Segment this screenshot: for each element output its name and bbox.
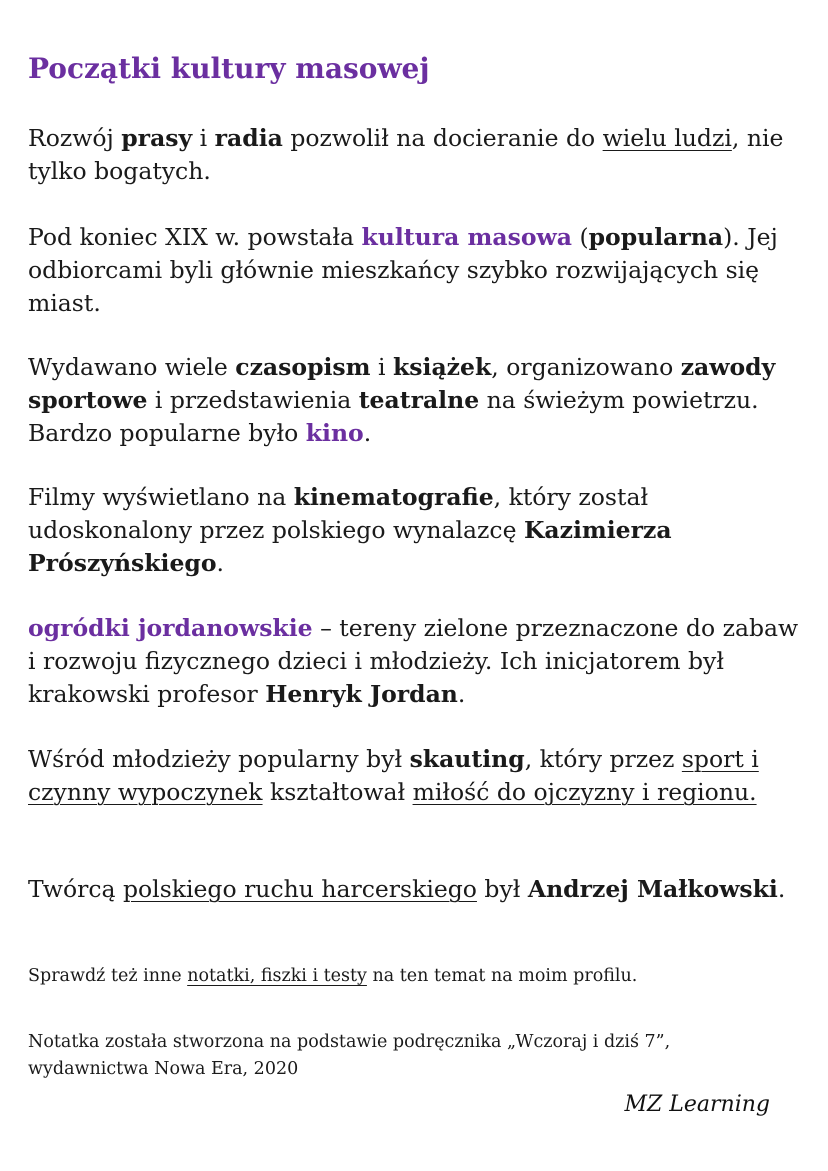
- text: – tereny zielone przeznaczone do zabaw i rozwoju fizycznego dzieci i młodzieży. Ich inicjatorem był krakowski profesor: [28, 614, 799, 708]
- text: .: [216, 549, 225, 577]
- text: i: [370, 353, 393, 381]
- paragraph-publications: [28, 351, 808, 450]
- paragraph-mass-culture: [28, 221, 808, 320]
- text: pozwolił na docieranie do: [282, 124, 603, 152]
- term-teatralne: teatralne: [358, 386, 480, 414]
- text: Sprawdź też inne: [28, 966, 188, 986]
- text: Filmy wyświetlano na: [28, 483, 294, 511]
- term-henryk-jordan: Henryk Jordan: [265, 680, 458, 708]
- paragraph-scouting: [28, 743, 808, 809]
- paragraph-cinematograph: [28, 481, 808, 580]
- text: był: [476, 875, 528, 903]
- signature-logo: MZ Learning: [624, 1092, 770, 1117]
- text: Wśród młodzieży popularny był: [28, 745, 410, 773]
- underlined-phrase: polskiego ruchu harcerskiego: [122, 875, 477, 903]
- text: Rozwój: [28, 124, 122, 152]
- term-czasopism: czasopism: [235, 353, 371, 381]
- term-kinematograf: kinematografie: [293, 483, 494, 511]
- text: i: [192, 124, 215, 152]
- term-zawody-sportowe: zawody sportowe: [28, 353, 776, 414]
- page-title: Początki kultury masowej: [28, 52, 430, 85]
- term-ksiazek: książek: [393, 353, 492, 381]
- term-popularna: popularna: [588, 223, 724, 251]
- paragraph-press-radio: [28, 122, 808, 188]
- text: (: [571, 223, 589, 251]
- text: .: [457, 680, 466, 708]
- text: kształtował: [262, 778, 413, 806]
- text: Pod koniec XIX w. powstała: [28, 223, 362, 251]
- text: , który został udoskonalony przez polskiego wynalazcę: [28, 483, 649, 544]
- paragraph-jordan-gardens: [28, 612, 808, 711]
- text: , który przez: [524, 745, 682, 773]
- text: na ten temat na moim profilu.: [366, 966, 638, 986]
- footer-check-note: [28, 963, 808, 990]
- text: , nie tylko bogatych.: [28, 124, 784, 185]
- footer-source-note: Notatka została stworzona na podstawie podręcznika „Wczoraj i dziś 7”, wydawnictwa Nowa Era, 2020: [28, 1032, 671, 1079]
- term-kultura-masowa: kultura masowa: [361, 223, 572, 251]
- term-ogrodki-jordanowskie: ogródki jordanowskie: [28, 614, 313, 642]
- term-radio: radia: [214, 124, 283, 152]
- text: .: [363, 419, 372, 447]
- text: Wydawano wiele: [28, 353, 236, 381]
- underlined-phrase: sport i czynny wypoczynek: [28, 745, 759, 806]
- term-skauting: skauting: [409, 745, 525, 773]
- text: , organizowano: [491, 353, 681, 381]
- term-prasa: prasy: [121, 124, 193, 152]
- text: Twórcą: [28, 875, 123, 903]
- text: .: [777, 875, 786, 903]
- paragraph-harcerstwo: [28, 873, 808, 906]
- text: ). Jej odbiorcami byli głównie mieszkańcy szybko rozwijających się miast.: [28, 223, 778, 317]
- text: na świeżym powietrzu. Bardzo popularne było: [28, 386, 759, 447]
- underlined-phrase: wielu ludzi: [602, 124, 732, 152]
- term-kino: kino: [305, 419, 364, 447]
- underlined-phrase: miłość do ojczyzny i regionu.: [412, 778, 757, 806]
- notes-link[interactable]: notatki, fiszki i testy: [187, 966, 367, 986]
- text: i przedstawienia: [147, 386, 359, 414]
- term-malkowski: Andrzej Małkowski: [527, 875, 778, 903]
- term-proszynski: Kazimierza Prószyńskiego: [28, 516, 672, 577]
